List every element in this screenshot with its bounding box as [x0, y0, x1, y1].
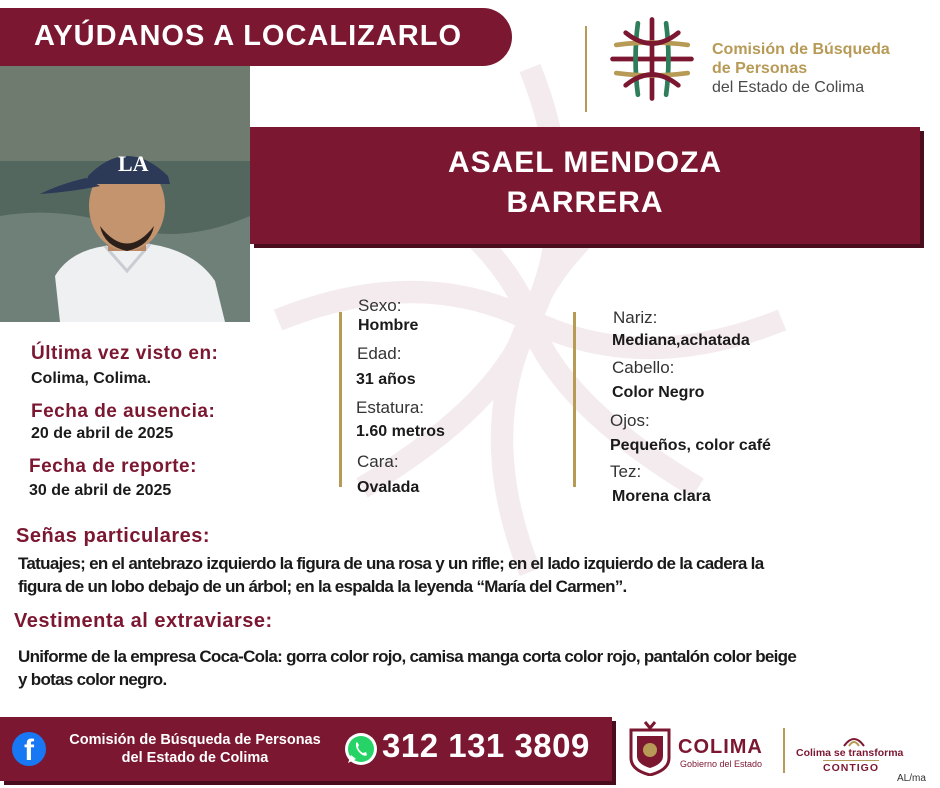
height-label: Estatura:: [356, 398, 425, 417]
face-label: Cara:: [357, 452, 399, 471]
colima-shield-icon: [627, 720, 673, 776]
person-photo-illustration: [0, 66, 250, 322]
last-seen-label: Última vez visto en:: [31, 343, 219, 364]
slogan-text: Colima se transforma: [796, 747, 904, 759]
absence-date-label: Fecha de ausencia:: [31, 401, 216, 422]
person-name-box: [250, 127, 920, 244]
nose-value: Mediana,achatada: [612, 332, 750, 349]
hair-value: Color Negro: [612, 384, 705, 401]
eyes-value: Pequeños, color café: [610, 437, 771, 454]
person-name-line-1: ASAEL MENDOZA: [447, 146, 723, 179]
skin-label: Tez:: [610, 462, 642, 481]
divider-right: [573, 312, 576, 487]
footer-org-line-2: del Estado de Colima: [121, 750, 269, 766]
logo-divider: [585, 26, 587, 112]
height-value: 1.60 metros: [356, 423, 445, 440]
watermark-logo: [250, 40, 810, 600]
slogan-contigo: CONTIGO: [823, 762, 879, 774]
distinctive-marks-label: Señas particulares:: [16, 525, 211, 547]
absence-date-value: 20 de abril de 2025: [31, 425, 174, 442]
report-date-label: Fecha de reporte:: [29, 456, 197, 477]
colima-government-logo: [625, 718, 785, 778]
skin-value: Morena clara: [612, 488, 711, 505]
commission-logo-icon: [605, 12, 699, 106]
sex-value: Hombre: [358, 317, 419, 334]
commission-logo-block: [585, 12, 925, 117]
colima-name: COLIMA: [678, 736, 763, 758]
contact-footer: [0, 717, 612, 781]
age-label: Edad:: [357, 344, 402, 363]
org-line-3: del Estado de Colima: [712, 79, 865, 96]
clothing-line-2: y botas color negro.: [18, 670, 167, 689]
face-value: Ovalada: [357, 479, 420, 496]
last-seen-value: Colima, Colima.: [31, 370, 152, 387]
footer-org-line-1: Comisión de Búsqueda de Personas: [69, 732, 321, 748]
eyes-label: Ojos:: [610, 411, 650, 430]
footer-separator: [783, 728, 785, 773]
hair-label: Cabello:: [612, 358, 675, 377]
org-line-1: Comisión de Búsqueda: [712, 41, 890, 58]
age-value: 31 años: [356, 371, 416, 388]
commission-name: [712, 40, 890, 97]
contact-phone[interactable]: 312 131 3809: [382, 727, 590, 764]
distinctive-marks-line-2: figura de un lobo debajo de un árbol; en la espalda la leyenda “María del Carmen”.: [18, 577, 627, 596]
nose-label: Nariz:: [613, 308, 658, 327]
footer-org-name: [50, 731, 340, 767]
divider-left: [339, 312, 342, 487]
sex-label: Sexo:: [358, 296, 402, 315]
distinctive-marks-line-1: Tatuajes; en el antebrazo izquierdo la figura de una rosa y un rifle; en el lado izquierdo de la cadera la: [18, 554, 764, 573]
org-line-2: de Personas: [712, 60, 808, 77]
missing-person-photo: [0, 66, 250, 322]
banner-title: AYÚDANOS A LOCALIZARLO: [34, 20, 462, 52]
whatsapp-icon[interactable]: [344, 732, 378, 766]
clothing-label: Vestimenta al extraviarse:: [14, 610, 273, 632]
clothing-line-1: Uniforme de la empresa Coca-Cola: gorra color rojo, camisa manga corta color rojo, pantalón color beige: [18, 647, 797, 666]
design-credit: AL/ma: [897, 773, 926, 784]
report-date-value: 30 de abril de 2025: [29, 482, 172, 499]
slogan-emblem-icon: [842, 734, 866, 748]
help-locate-banner: [0, 8, 512, 66]
svg-text:LA: LA: [118, 151, 149, 176]
colima-subtitle: Gobierno del Estado: [680, 759, 763, 769]
person-name-line-2: BARRERA: [506, 186, 664, 219]
facebook-icon[interactable]: f: [12, 732, 46, 766]
